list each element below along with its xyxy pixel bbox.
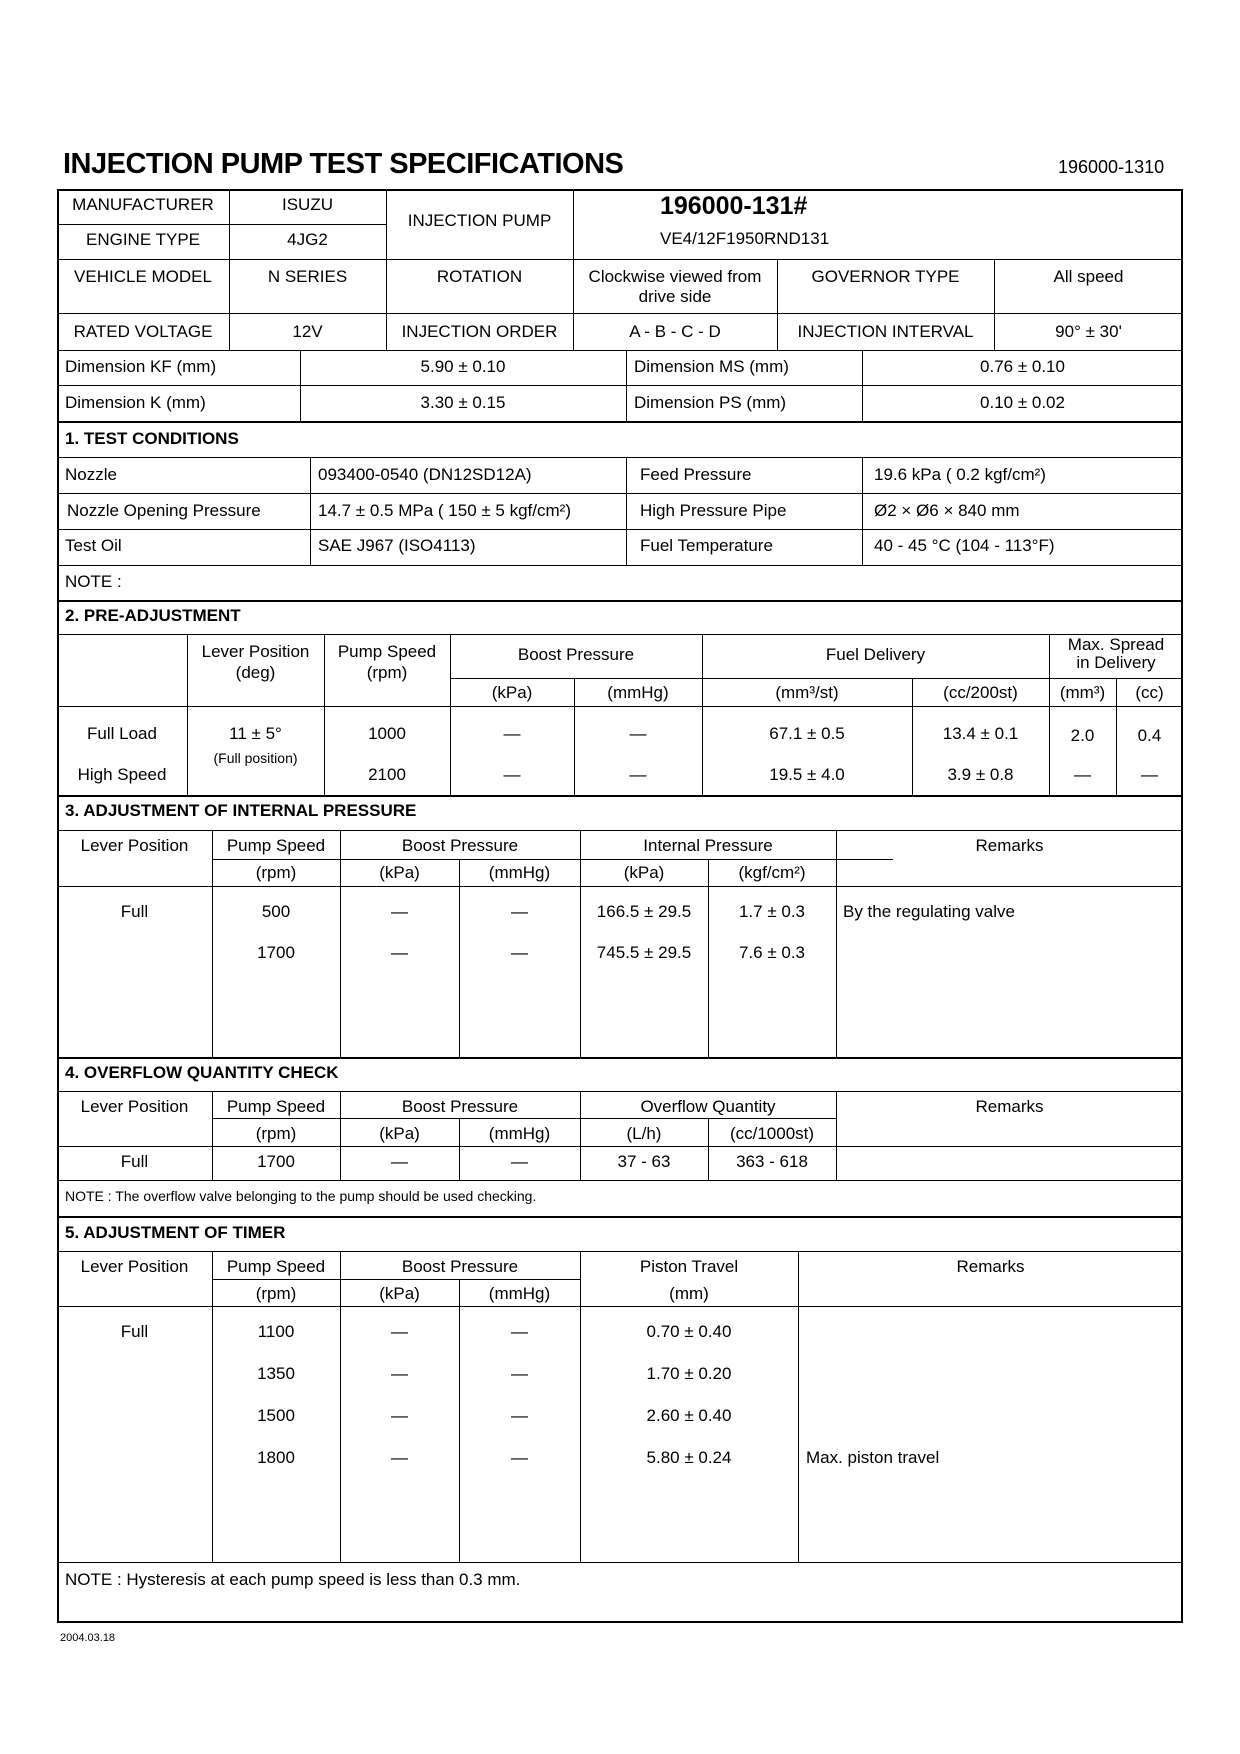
test-conditions-note: NOTE : (65, 572, 122, 591)
piston-travel-cell: 0.70 ± 0.40 (646, 1322, 732, 1341)
dimension-k-value: 3.30 ± 0.15 (420, 393, 506, 412)
rated-voltage-label: RATED VOLTAGE (73, 322, 213, 341)
col-header-overflow-quantity: Overflow Quantity (640, 1097, 776, 1116)
col-header-boost-mmhg: (mmHg) (488, 863, 551, 882)
pump-code: VE4/12F1950RND131 (660, 229, 830, 248)
injection-order-label: INJECTION ORDER (401, 322, 558, 341)
boost-kpa-cell: — (391, 1406, 408, 1425)
boost-mmhg-cell: — (511, 1152, 528, 1171)
remarks-cell: Max. piston travel (806, 1448, 940, 1467)
nozzle-value: 093400-0540 (DN12SD12A) (318, 465, 532, 484)
lever-position-value: 11 ± 5° (229, 724, 282, 743)
overflow-note: NOTE : The overflow valve belonging to the pump should be used checking. (65, 1188, 537, 1204)
col-header-boost-pressure: Boost Pressure (517, 645, 635, 664)
boost-kpa-cell: — (391, 1322, 408, 1341)
col-header-boost-mmhg: (mmHg) (488, 1124, 551, 1143)
grid-line (57, 795, 1183, 797)
col-header-pump-speed-unit: (rpm) (255, 863, 297, 882)
col-header-spread-cc: (cc) (1135, 683, 1164, 702)
grid-line (212, 859, 893, 860)
col-header-lever-position: Lever Position (80, 1097, 189, 1116)
vehicle-model-label: VEHICLE MODEL (74, 267, 212, 286)
grid-line (798, 1251, 799, 1562)
row-label: High Speed (77, 765, 167, 784)
dimension-ps-value: 0.10 ± 0.02 (980, 393, 1065, 412)
grid-line (626, 350, 627, 421)
grid-line (57, 1146, 1183, 1147)
pump-speed-cell: 1800 (257, 1448, 295, 1467)
dimension-ps-label: Dimension PS (mm) (634, 393, 787, 412)
grid-line (57, 1180, 1183, 1181)
col-header-internal-pressure: Internal Pressure (643, 836, 773, 855)
nozzle-label: Nozzle (65, 465, 117, 484)
injection-order-value: A - B - C - D (629, 322, 721, 341)
rotation-value: Clockwise viewed from (588, 267, 762, 286)
spread-mm3-cell: — (1074, 765, 1091, 784)
grid-line (57, 224, 386, 225)
row-label: Full Load (87, 724, 157, 743)
internal-kpa-cell: 745.5 ± 29.5 (596, 943, 692, 962)
high-pressure-pipe-label: High Pressure Pipe (640, 501, 787, 520)
fuel-cc-cell: 3.9 ± 0.8 (947, 765, 1014, 784)
grid-line (212, 1279, 580, 1280)
grid-line (57, 600, 1183, 602)
grid-line (57, 259, 1183, 260)
grid-line (57, 886, 1183, 887)
feed-pressure-label: Feed Pressure (640, 465, 752, 484)
dimension-kf-label: Dimension KF (mm) (65, 357, 217, 376)
rated-voltage-value: 12V (292, 322, 323, 341)
grid-line (212, 1118, 836, 1119)
col-header-boost-mmhg: (mmHg) (607, 683, 669, 702)
section-heading: 2. PRE-ADJUSTMENT (65, 606, 241, 625)
grid-line (57, 565, 1183, 566)
boost-mmhg-cell: — (511, 1364, 528, 1383)
injection-interval-value: 90° ± 30' (1055, 322, 1122, 341)
pump-speed-cell: 1700 (257, 1152, 295, 1171)
section-heading: 4. OVERFLOW QUANTITY CHECK (65, 1063, 339, 1082)
manufacturer-value: ISUZU (282, 195, 333, 214)
grid-line (573, 189, 574, 259)
manufacturer-label: MANUFACTURER (72, 195, 214, 214)
col-header-pump-speed: Pump Speed (226, 1097, 326, 1116)
dimension-ms-label: Dimension MS (mm) (634, 357, 789, 376)
col-header-boost-mmhg: (mmHg) (488, 1284, 551, 1303)
col-header-pump-speed-unit: (rpm) (255, 1124, 297, 1143)
spread-cc-cell: — (1141, 765, 1158, 784)
internal-kgf-cell: 7.6 ± 0.3 (738, 943, 806, 962)
boost-kpa-cell: — (391, 943, 408, 962)
grid-line (57, 1216, 1183, 1218)
grid-line (57, 421, 1183, 423)
grid-line (310, 457, 311, 565)
internal-kgf-cell: 1.7 ± 0.3 (738, 902, 806, 921)
grid-line (57, 313, 1183, 314)
pump-speed-cell: 1350 (257, 1364, 295, 1383)
col-header-piston-unit: (mm) (669, 1284, 709, 1303)
col-header-fuel-cc: (cc/200st) (943, 683, 1018, 702)
col-header-max-spread: Max. Spread (1067, 635, 1165, 654)
col-header-boost-kpa: (kPa) (379, 1284, 420, 1303)
boost-kpa-cell: — (503, 724, 521, 743)
lever-position-cell: Full (120, 902, 149, 921)
col-header-lever-position: Lever Position (80, 1257, 189, 1276)
remarks-cell: By the regulating valve (843, 902, 1015, 921)
col-header-lever-position: Lever Position (201, 642, 310, 661)
grid-line (862, 457, 863, 565)
fuel-mm3-cell: 67.1 ± 0.5 (769, 724, 845, 743)
lever-position-note: (Full position) (213, 750, 298, 766)
pump-speed-cell: 2100 (368, 765, 406, 784)
col-header-remarks: Remarks (956, 1257, 1025, 1276)
col-header-internal-kgf: (kgf/cm²) (738, 863, 806, 882)
document-number: 196000-1310 (1058, 157, 1165, 177)
boost-mmhg-cell: — (511, 1448, 528, 1467)
feed-pressure-value: 19.6 kPa ( 0.2 kgf/cm²) (874, 465, 1046, 484)
high-pressure-pipe-value: Ø2 × Ø6 × 840 mm (874, 501, 1020, 520)
dimension-ms-value: 0.76 ± 0.10 (980, 357, 1065, 376)
injection-pump-label: INJECTION PUMP (407, 211, 552, 230)
grid-line (450, 678, 1183, 679)
grid-line (386, 189, 387, 313)
lever-position-cell: Full (120, 1322, 149, 1341)
col-header-boost-kpa: (kPa) (379, 863, 420, 882)
boost-mmhg-cell: — (511, 1406, 528, 1425)
grid-line (57, 634, 1183, 635)
nozzle-opening-pressure-value: 14.7 ± 0.5 MPa ( 150 ± 5 kgf/cm²) (318, 501, 571, 520)
grid-line (57, 1562, 1183, 1563)
grid-line (626, 457, 627, 565)
timer-note: NOTE : Hysteresis at each pump speed is less than 0.3 mm. (65, 1570, 521, 1589)
boost-kpa-cell: — (391, 1364, 408, 1383)
col-header-lever-position: Lever Position (80, 836, 189, 855)
col-header-boost-kpa: (kPa) (491, 683, 533, 702)
col-header-max-spread-line2: in Delivery (1076, 653, 1156, 672)
nozzle-opening-pressure-label: Nozzle Opening Pressure (67, 501, 261, 520)
grid-line (57, 1057, 1183, 1059)
boost-mmhg-cell: — (629, 765, 647, 784)
engine-type-label: ENGINE TYPE (86, 230, 200, 249)
col-header-spread-mm3: (mm³) (1059, 683, 1106, 702)
rotation-label: ROTATION (436, 267, 523, 286)
boost-kpa-cell: — (391, 1152, 408, 1171)
piston-travel-cell: 2.60 ± 0.40 (646, 1406, 732, 1425)
grid-line (57, 350, 1183, 351)
piston-travel-cell: 1.70 ± 0.20 (646, 1364, 732, 1383)
spread-mm3-cell: 2.0 (1070, 726, 1095, 745)
pump-number: 196000-131# (660, 192, 808, 220)
piston-travel-cell: 5.80 ± 0.24 (646, 1448, 732, 1467)
section-heading: 5. ADJUSTMENT OF TIMER (65, 1223, 286, 1242)
fuel-temperature-value: 40 - 45 °C (104 - 113°F) (874, 536, 1055, 555)
dimension-kf-value: 5.90 ± 0.10 (420, 357, 506, 376)
fuel-cc-cell: 13.4 ± 0.1 (942, 724, 1019, 743)
fuel-temperature-label: Fuel Temperature (640, 536, 773, 555)
col-header-fuel-mm3: (mm³/st) (775, 683, 839, 702)
col-header-pump-speed-unit: (rpm) (255, 1284, 297, 1303)
grid-line (836, 830, 837, 1057)
grid-line (57, 385, 1183, 386)
lever-position-cell: Full (120, 1152, 149, 1171)
col-header-boost-pressure: Boost Pressure (401, 1097, 519, 1116)
boost-mmhg-cell: — (511, 1322, 528, 1341)
test-oil-value: SAE J967 (ISO4113) (318, 536, 476, 555)
col-header-pump-speed-unit: (rpm) (366, 663, 408, 682)
grid-line (57, 529, 1183, 530)
internal-kpa-cell: 166.5 ± 29.5 (596, 902, 692, 921)
pump-speed-cell: 1100 (257, 1322, 295, 1341)
pump-speed-cell: 1000 (368, 724, 406, 743)
pump-speed-cell: 500 (261, 902, 291, 921)
spec-sheet (57, 189, 1183, 1623)
rotation-value-line2: drive side (638, 287, 712, 306)
overflow-lh-cell: 37 - 63 (617, 1152, 671, 1171)
col-header-overflow-lh: (L/h) (626, 1124, 662, 1143)
pump-speed-cell: 1700 (257, 943, 295, 962)
governor-type-label: GOVERNOR TYPE (811, 267, 960, 286)
col-header-piston-travel: Piston Travel (639, 1257, 739, 1276)
grid-line (57, 1091, 1183, 1092)
col-header-pump-speed: Pump Speed (226, 836, 326, 855)
grid-line (57, 1306, 1183, 1307)
boost-kpa-cell: — (391, 902, 408, 921)
test-oil-label: Test Oil (65, 536, 122, 555)
col-header-fuel-delivery: Fuel Delivery (825, 645, 926, 664)
col-header-lever-unit: (deg) (235, 663, 276, 682)
fuel-mm3-cell: 19.5 ± 4.0 (769, 765, 845, 784)
col-header-overflow-cc: (cc/1000st) (729, 1124, 815, 1143)
governor-type-value: All speed (1053, 267, 1124, 286)
boost-kpa-cell: — (391, 1448, 408, 1467)
col-header-boost-pressure: Boost Pressure (401, 1257, 519, 1276)
boost-mmhg-cell: — (511, 943, 528, 962)
dimension-k-label: Dimension K (mm) (65, 393, 206, 412)
injection-interval-label: INJECTION INTERVAL (797, 322, 974, 341)
spread-cc-cell: 0.4 (1137, 726, 1162, 745)
col-header-pump-speed: Pump Speed (226, 1257, 326, 1276)
boost-mmhg-cell: — (629, 724, 647, 743)
document-date: 2004.03.18 (60, 1632, 116, 1644)
grid-line (57, 493, 1183, 494)
col-header-boost-pressure: Boost Pressure (401, 836, 519, 855)
boost-kpa-cell: — (503, 765, 521, 784)
grid-line (57, 830, 1183, 831)
col-header-pump-speed: Pump Speed (337, 642, 437, 661)
section-heading: 3. ADJUSTMENT OF INTERNAL PRESSURE (65, 801, 417, 820)
grid-line (57, 1251, 1183, 1252)
col-header-remarks: Remarks (975, 1097, 1044, 1116)
boost-mmhg-cell: — (511, 902, 528, 921)
col-header-remarks: Remarks (975, 836, 1044, 855)
section-heading: 1. TEST CONDITIONS (65, 429, 239, 448)
engine-type-value: 4JG2 (287, 230, 328, 249)
pump-speed-cell: 1500 (257, 1406, 295, 1425)
vehicle-model-value: N SERIES (267, 267, 348, 286)
overflow-cc-cell: 363 - 618 (736, 1152, 808, 1171)
col-header-internal-kpa: (kPa) (623, 863, 665, 882)
col-header-boost-kpa: (kPa) (379, 1124, 420, 1143)
grid-line (57, 457, 1183, 458)
page-title: INJECTION PUMP TEST SPECIFICATIONS (63, 148, 624, 180)
grid-line (57, 706, 1183, 707)
